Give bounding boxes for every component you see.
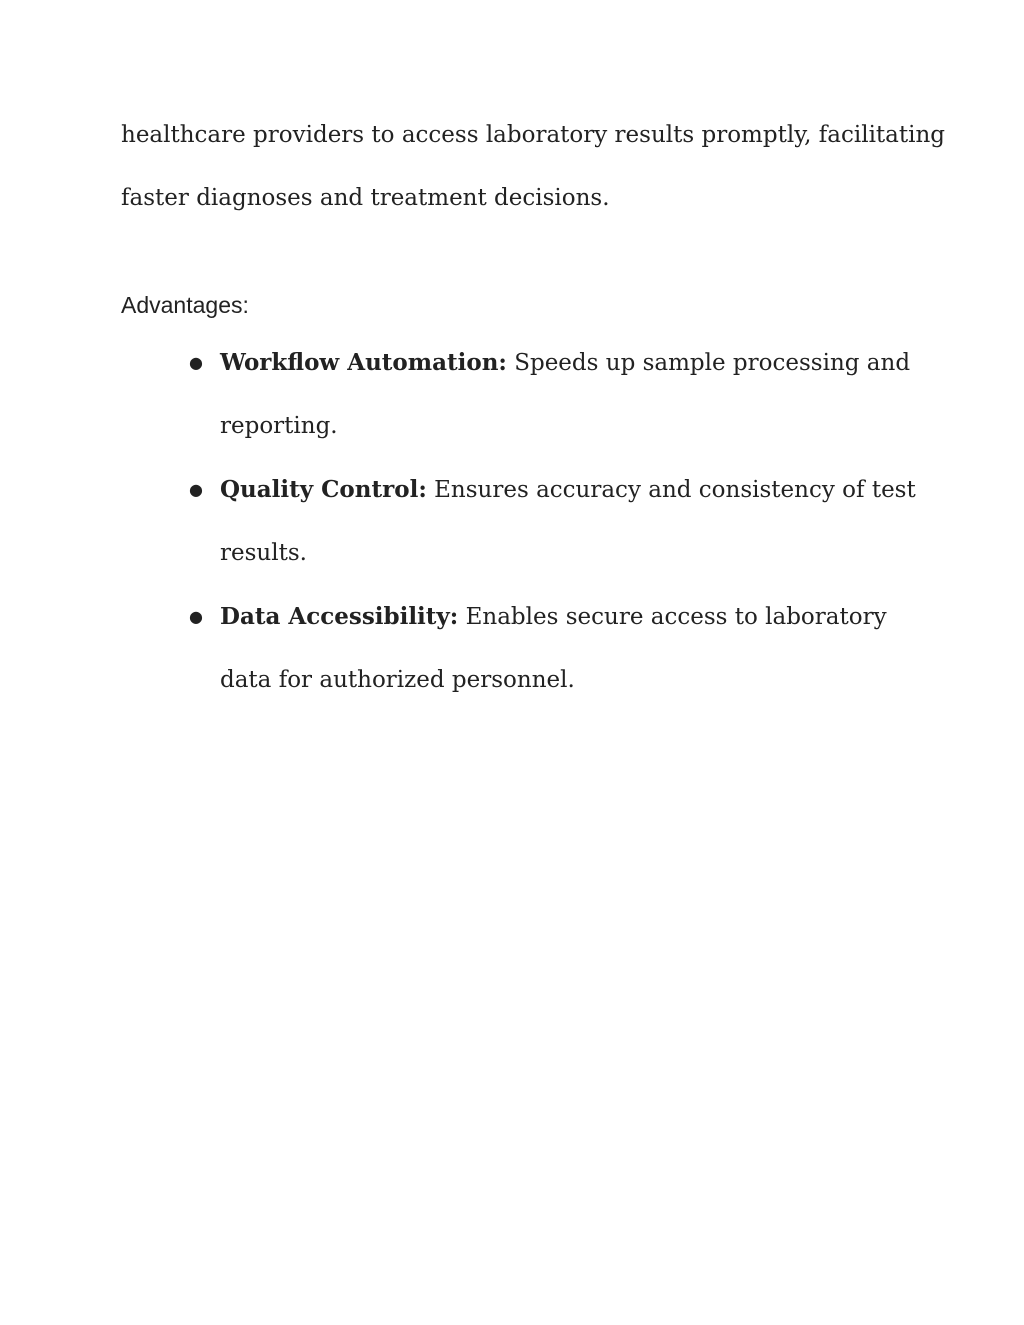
list-item-text: data for authorized personnel. (220, 667, 575, 693)
list-item-term: Workflow Automation: (220, 349, 507, 376)
intro-line: healthcare providers to access laboratory results promptly, facilitating (121, 122, 946, 148)
list-item-text: reporting. (220, 413, 338, 439)
list-item-text: Speeds up sample processing and (506, 350, 911, 376)
list-item-line (220, 585, 920, 649)
list-item (189, 331, 920, 458)
bullet-icon: ● (189, 607, 203, 626)
intro-line: faster diagnoses and treatment decisions. (121, 185, 610, 211)
intro-paragraph (121, 104, 946, 230)
list-item-text: Ensures accuracy and consistency of test (426, 477, 916, 503)
list-item-text: results. (220, 540, 307, 566)
bullet-icon: ● (189, 353, 203, 372)
list-item-term: Data Accessibility: (220, 603, 459, 630)
list-item (189, 585, 920, 712)
advantages-list (189, 331, 920, 712)
list-item-line (220, 458, 920, 522)
list-item (189, 458, 920, 585)
list-item-term: Quality Control: (220, 476, 427, 503)
bullet-icon: ● (189, 480, 203, 499)
advantages-heading: Advantages: (121, 292, 249, 318)
list-item-text: Enables secure access to laboratory (458, 604, 887, 630)
list-item-line (220, 331, 920, 395)
